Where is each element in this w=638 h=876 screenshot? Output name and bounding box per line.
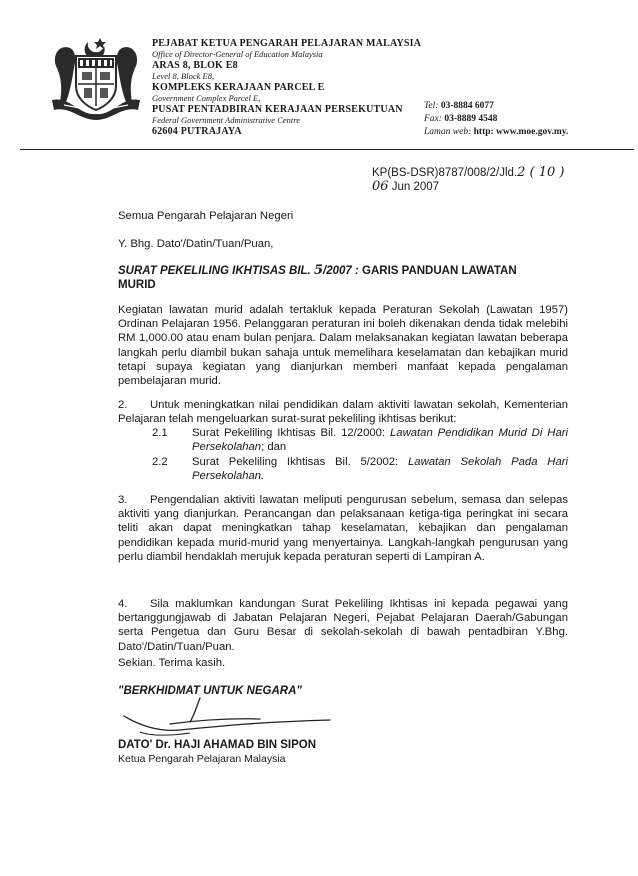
web-label: Laman web: — [424, 127, 472, 137]
paragraph-number: 3. — [118, 494, 128, 506]
subject-title: GARIS PANDUAN LAWATAN MURID — [118, 265, 517, 292]
subject-heading — [118, 264, 550, 292]
letterhead-address — [152, 38, 462, 137]
contact-fax — [424, 113, 634, 126]
reference-handwritten: 2 ( 10 ) — [517, 165, 565, 180]
letterhead-line: Office of Director-General of Education Malaysia — [152, 49, 323, 59]
paragraph-text: Sila maklumkan kandungan Surat Pekeliling Ikhtisas ini kepada pegawai yang bertanggungjawab di Jabatan Pelajaran Negeri, Pejabat Pelajaran Daerah/Gabungan serta Pengetua dan Guru Besar di sekolah-sekolah di bawah pentadbiran Y.Bhg. Dato'/Datin/Tuan/Puan. — [118, 598, 568, 653]
list-item-number: 2.2 — [152, 456, 168, 468]
paragraph-2 — [118, 398, 568, 426]
paragraph-4 — [118, 597, 568, 654]
list-item-title: Lawatan Sekolah Pada Hari Persekolahan. — [192, 456, 568, 483]
contact-tel — [424, 100, 634, 113]
letterhead-line: Federal Government Administrative Centre — [152, 115, 301, 125]
letter-date — [372, 180, 564, 194]
reference-number — [372, 166, 564, 180]
coat-of-arms-icon — [50, 36, 142, 120]
reference-block — [372, 166, 564, 194]
paragraph-1: Kegiatan lawatan murid adalah tertakluk kepada Peraturan Sekolah (Lawatan 1957) Ordinan Pelajaran 1956. Pelanggaran peraturan ini boleh dikenakan denda tidak melebihi RM 1,000.00 atau enam bulan penjara. Dalam melaksanakan kegiatan lawatan beberapa langkah perlu diambil bukan sahaja untuk memelihara keselamatan dan kebajikan murid tetapi supaya kegiatan yang dianjurkan memberi manfaat kepada pengalaman pembelajaran murid. — [118, 304, 568, 388]
letterhead-line: ARAS 8, BLOK E8 — [152, 60, 238, 71]
letterhead-line: 62604 PUTRAJAYA — [152, 126, 242, 137]
subject-number-handwritten: 5 — [313, 263, 323, 278]
reference-prefix: KP(BS-DSR)8787/008/2/Jld. — [372, 167, 518, 179]
paragraph-number: 2. — [118, 399, 128, 411]
contact-web — [424, 126, 634, 139]
motto: "BERKHIDMAT UNTUK NEGARA" — [118, 685, 302, 697]
list-item-lead: Surat Pekeliling Ikhtisas Bil. 5/2002: — [192, 456, 399, 468]
subject-year: /2007 : — [323, 265, 359, 277]
date-day-handwritten: 06 — [372, 179, 389, 194]
tel-value: 03-8884 6077 — [440, 101, 494, 111]
list-item-lead: Surat Pekeliling Ikhtisas Bil. 12/2000: — [192, 427, 386, 439]
fax-label: Fax: — [424, 114, 442, 124]
salutation: Y. Bhg. Dato'/Datin/Tuan/Puan, — [118, 238, 274, 250]
date-month-year: Jun 2007 — [391, 181, 440, 193]
tel-label: Tel: — [424, 101, 439, 111]
letterhead-divider — [20, 149, 634, 150]
paragraph-text: Untuk meningkatkan nilai pendidikan dalam aktiviti lawatan sekolah, Kementerian Pelajaran telah mengeluarkan surat-surat pekeliling ikhtisas berikut: — [118, 399, 568, 426]
paragraph-3 — [118, 493, 568, 564]
letterhead-line: Level 8, Block E8, — [152, 71, 215, 81]
recipient: Semua Pengarah Pelajaran Negeri — [118, 210, 294, 222]
signature — [110, 692, 370, 740]
letterhead-line: KOMPLEKS KERAJAAN PARCEL E — [152, 82, 325, 93]
signer-name: DATO' Dr. HAJI AHAMAD BIN SIPON — [118, 739, 317, 751]
list-item-tail: ; dan — [261, 441, 287, 454]
contact-details — [424, 100, 634, 139]
list-item-text — [192, 455, 568, 483]
letterhead-line: PEJABAT KETUA PENGARAH PELAJARAN MALAYSIA — [152, 38, 422, 49]
letterhead-line: PUSAT PENTADBIRAN KERAJAAN PERSEKUTUAN — [152, 104, 403, 115]
list-item-number: 2.1 — [152, 427, 168, 439]
letterhead-line: Government Complex Parcel E, — [152, 93, 261, 103]
web-value: http: www.moe.gov.my. — [473, 127, 569, 137]
paragraph-text: Pengendalian aktiviti lawatan meliputi pengurusan sebelum, semasa dan selepas aktiviti yang dianjurkan. Perancangan dan pelaksanaan ketiga-tiga peringkat ini secara teliti akan dapat meningkatkan tahap keselamatan, kebajikan dan pengalaman pendidikan kepada murid-murid yang menyertainya. Langkah-langkah pengurusan yang perlu diambil hendaklah merujuk kepada peraturan seperti di Lampiran A. — [118, 494, 568, 563]
list-item-text — [192, 426, 568, 454]
subject-prefix: SURAT PEKELILING IKHTISAS BIL. — [118, 265, 311, 277]
fax-value: 03-8889 4548 — [444, 114, 498, 124]
paragraph-number: 4. — [118, 598, 128, 610]
signer-title: Ketua Pengarah Pelajaran Malaysia — [118, 753, 286, 765]
closing-line: Sekian. Terima kasih. — [118, 657, 226, 669]
list-item-title: Lawatan Pendidikan Murid Di Hari Persekolahan — [192, 427, 569, 454]
